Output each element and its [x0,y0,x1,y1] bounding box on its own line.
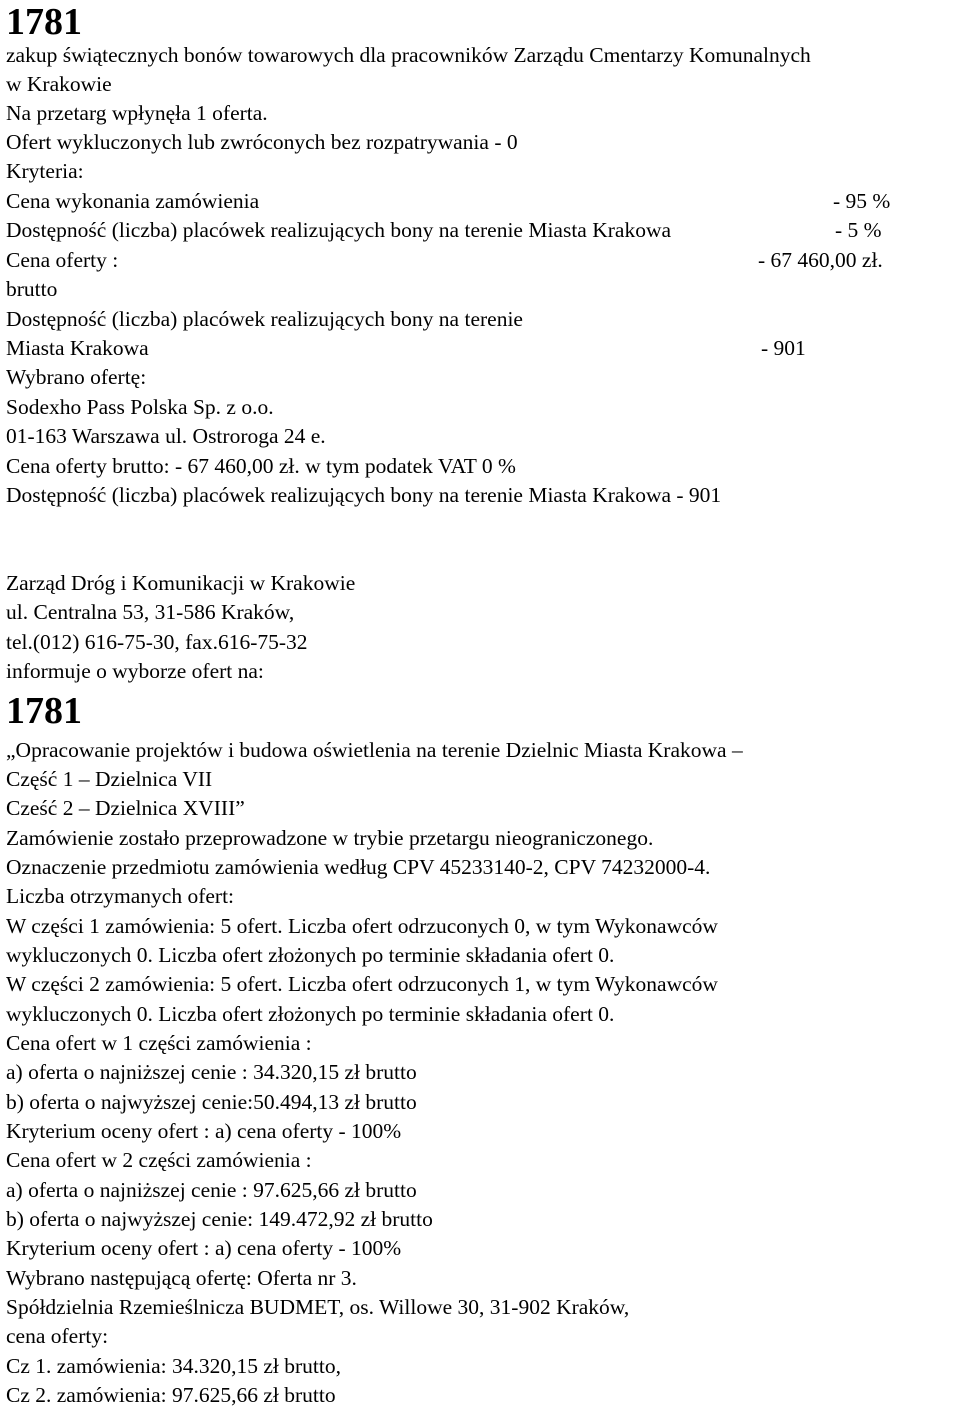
price-label: Cena oferty : [6,248,119,272]
tender-number-2: 1781 [6,690,82,732]
chosen-availability: Dostępność (liczba) placówek realizujących bony na terenie Miasta Krakowa - 901 [6,483,722,507]
part2-criterion: Kryterium oceny ofert : a) cena oferty - 100% [6,1236,402,1260]
chosen-price: Cena oferty brutto: - 67 460,00 zł. w tym podatek VAT 0 % [6,454,516,478]
price-part1: Cz 1. zamówienia: 34.320,15 zł brutto, [6,1354,341,1378]
informs-line: informuje o wyborze ofert na: [6,659,264,683]
chosen-company: Sodexho Pass Polska Sp. z o.o. [6,395,274,419]
offers-received: Na przetarg wpłynęła 1 oferta. [6,101,268,125]
criterion-2-value: - 5 % [835,218,882,242]
part1-highest: b) oferta o najwyższej cenie:50.494,13 zł brutto [6,1090,417,1114]
criterion-1-label: Cena wykonania zamówienia [6,189,260,213]
chosen-offer: Wybrano następującą ofertę: Oferta nr 3. [6,1266,357,1290]
tender2-title-line3: Cześć 2 – Dzielnica XVIII” [6,796,245,820]
offers-count-label: Liczba otrzymanych ofert: [6,884,235,908]
chosen-address: 01-163 Warszawa ul. Ostroroga 24 e. [6,424,326,448]
chosen-label: Wybrano ofertę: [6,365,147,389]
cpv-codes: Oznaczenie przedmiotu zamówienia według CPV 45233140-2, CPV 74232000-4. [6,855,711,879]
price-suffix: brutto [6,277,58,301]
part1-line2: wykluczonych 0. Liczba ofert złożonych po terminie składania ofert 0. [6,943,615,967]
criteria-label: Kryteria: [6,159,84,183]
part1-line1: W części 1 zamówienia: 5 ofert. Liczba ofert odrzuconych 0, w tym Wykonawców [6,914,718,938]
price-row [6,246,956,275]
part2-lowest: a) oferta o najniższej cenie : 97.625,66 zł brutto [6,1178,417,1202]
org-phone: tel.(012) 616-75-30, fax.616-75-32 [6,630,308,654]
tender2-title-line2: Część 1 – Dzielnica VII [6,767,213,791]
tender-title-line2: w Krakowie [6,72,112,96]
part1-criterion: Kryterium oceny ofert : a) cena oferty - 100% [6,1119,402,1143]
part2-prices-label: Cena ofert w 2 części zamówienia : [6,1148,312,1172]
availability-line1: Dostępność (liczba) placówek realizujących bony na terenie [6,307,523,331]
criterion-row-1 [6,187,956,216]
part1-prices-label: Cena ofert w 1 części zamówienia : [6,1031,312,1055]
part2-line2: wykluczonych 0. Liczba ofert złożonych po terminie składania ofert 0. [6,1002,615,1026]
price-value: - 67 460,00 zł. [758,248,883,272]
tender-title-line1: zakup świątecznych bonów towarowych dla pracowników Zarządu Cmentarzy Komunalnych [6,43,811,67]
criterion-2-label: Dostępność (liczba) placówek realizujących bony na terenie Miasta Krakowa [6,218,672,242]
tender-number-1: 1781 [6,1,82,43]
tender2-title-line1: „Opracowanie projektów i budowa oświetlenia na terenie Dzielnic Miasta Krakowa – [6,738,743,762]
part1-lowest: a) oferta o najniższej cenie : 34.320,15 zł brutto [6,1060,417,1084]
procurement-mode: Zamówienie zostało przeprowadzone w trybie przetargu nieograniczonego. [6,826,654,850]
availability-value: - 901 [761,336,806,360]
criterion-row-2 [6,216,956,245]
part2-highest: b) oferta o najwyższej cenie: 149.472,92 zł brutto [6,1207,433,1231]
availability-row [6,334,956,363]
criterion-1-value: - 95 % [833,189,891,213]
availability-line2: Miasta Krakowa [6,336,149,360]
excluded-offers: Ofert wykluczonych lub zwróconych bez rozpatrywania - 0 [6,130,518,154]
price-label-2: cena oferty: [6,1324,109,1348]
part2-line1: W części 2 zamówienia: 5 ofert. Liczba ofert odrzuconych 1, w tym Wykonawców [6,972,718,996]
org-address: ul. Centralna 53, 31-586 Kraków, [6,600,295,624]
org-name: Zarząd Dróg i Komunikacji w Krakowie [6,571,356,595]
winner: Spółdzielnia Rzemieślnicza BUDMET, os. Willowe 30, 31-902 Kraków, [6,1295,630,1319]
price-part2: Cz 2. zamówienia: 97.625,66 zł brutto [6,1383,336,1407]
